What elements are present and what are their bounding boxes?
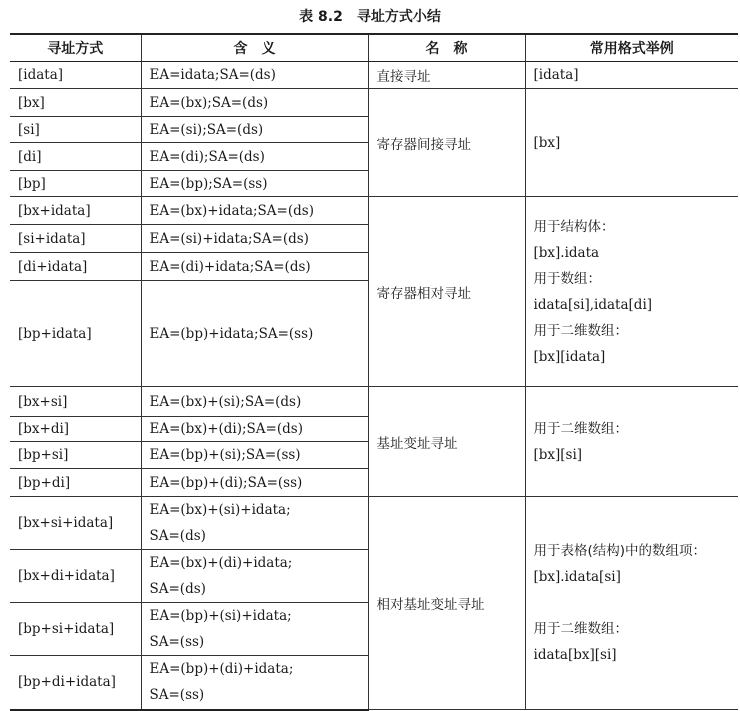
mode-cell: [bx+di+idata] [10,550,141,603]
mode-cell: [bx+si] [10,387,141,417]
example-cell [525,387,738,497]
table-caption: 表 8.2 寻址方式小结 [299,9,441,25]
example-line: 用于结构体： [533,218,615,235]
meaning-cell [141,497,368,550]
table-body [10,62,738,710]
mode-cell: [di] [10,143,141,171]
meaning-line: EA=(bp)+(si)+idata; [149,608,292,624]
mode-cell: [si] [10,117,141,143]
meaning-line: EA=(bx);SA=(ds) [149,94,269,111]
meaning-line: EA=idata;SA=(ds) [149,67,276,83]
example-line [526,590,739,616]
example-line: [bx].idata[si] [533,569,621,585]
meaning-line: EA=(si)+idata;SA=(ds) [149,230,309,247]
table-row [10,387,738,417]
meaning-line: EA=(di);SA=(ds) [149,148,265,165]
mode-cell: [bx+si+idata] [10,497,141,550]
meaning-cell [141,469,368,497]
meaning-line: SA=(ss) [149,634,205,650]
meaning-line: SA=(ds) [149,581,206,597]
header-example: 常用格式举例 [525,34,738,62]
mode-cell: [bp+si] [10,442,141,469]
example-line: [idata] [533,67,579,83]
mode-cell: [bx+idata] [10,197,141,225]
meaning-line: SA=(ds) [149,528,206,544]
mode-cell: [di+idata] [10,253,141,281]
mode-name-cell: 基址变址寻址 [368,387,525,497]
mode-cell: [bp] [10,171,141,197]
meaning-cell [141,603,368,656]
mode-name-cell: 寄存器间接寻址 [368,89,525,197]
example-cell [525,197,738,387]
meaning-line: EA=(bp)+(di)+idata; [149,661,294,678]
meaning-line: SA=(ss) [149,687,205,704]
table-row [10,89,738,117]
meaning-cell [141,417,368,442]
mode-cell: [bp+idata] [10,281,141,387]
meaning-cell [141,89,368,117]
meaning-line: EA=(bx)+(di);SA=(ds) [149,421,303,437]
mode-cell: [bp+di+idata] [10,656,141,710]
meaning-cell [141,281,368,387]
meaning-cell [141,143,368,171]
table-header-row [10,34,738,62]
table-row [10,497,738,550]
example-line: 用于二维数组： [533,621,628,637]
mode-name-cell: 寄存器相对寻址 [368,197,525,387]
mode-name-cell: 相对基址变址寻址 [368,497,525,710]
example-line: idata[bx][si] [533,647,617,663]
meaning-line: EA=(bx)+(si)+idata; [149,502,291,518]
meaning-line: EA=(bx)+(si);SA=(ds) [149,393,302,410]
mode-cell: [bx+di] [10,417,141,442]
example-cell [525,497,738,710]
example-line: 用于二维数组： [533,322,628,339]
meaning-cell [141,225,368,253]
meaning-cell [141,387,368,417]
example-line: [bx] [533,134,561,151]
table-row [10,197,738,225]
header-meaning: 含 义 [141,34,368,62]
table-row [10,62,738,89]
meaning-line: EA=(bp)+(di);SA=(ss) [149,474,303,491]
meaning-line: EA=(bx)+(di)+idata; [149,555,293,571]
example-cell [525,62,738,89]
mode-cell: [bx] [10,89,141,117]
example-line: idata[si],idata[di] [533,296,653,313]
header-mode: 寻址方式 [10,34,141,62]
meaning-cell [141,656,368,710]
meaning-cell [141,550,368,603]
mode-cell: [idata] [10,62,141,89]
mode-cell: [bp+di] [10,469,141,497]
meaning-line: EA=(si);SA=(ds) [149,121,264,138]
meaning-line: EA=(bp);SA=(ss) [149,175,268,192]
example-line: [bx][si] [533,446,583,463]
mode-cell: [bp+si+idata] [10,603,141,656]
example-line: [bx][idata] [533,348,606,365]
meaning-cell [141,442,368,469]
meaning-cell [141,197,368,225]
meaning-line: EA=(bp)+idata;SA=(ss) [149,325,314,342]
header-name: 名 称 [368,34,525,62]
example-line: 用于数组： [533,270,601,287]
meaning-line: EA=(bx)+idata;SA=(ds) [149,202,314,219]
example-line: 用于二维数组： [533,420,628,437]
example-line: [bx].idata [533,244,600,261]
meaning-line: EA=(di)+idata;SA=(ds) [149,258,311,275]
meaning-cell [141,253,368,281]
meaning-cell [141,171,368,197]
addressing-mode-table [10,33,738,711]
meaning-cell [141,117,368,143]
meaning-line: EA=(bp)+(si);SA=(ss) [149,447,301,463]
mode-cell: [si+idata] [10,225,141,253]
example-line: 用于表格(结构)中的数组项： [533,543,707,559]
example-cell [525,89,738,197]
mode-name-cell: 直接寻址 [368,62,525,89]
meaning-cell [141,62,368,89]
